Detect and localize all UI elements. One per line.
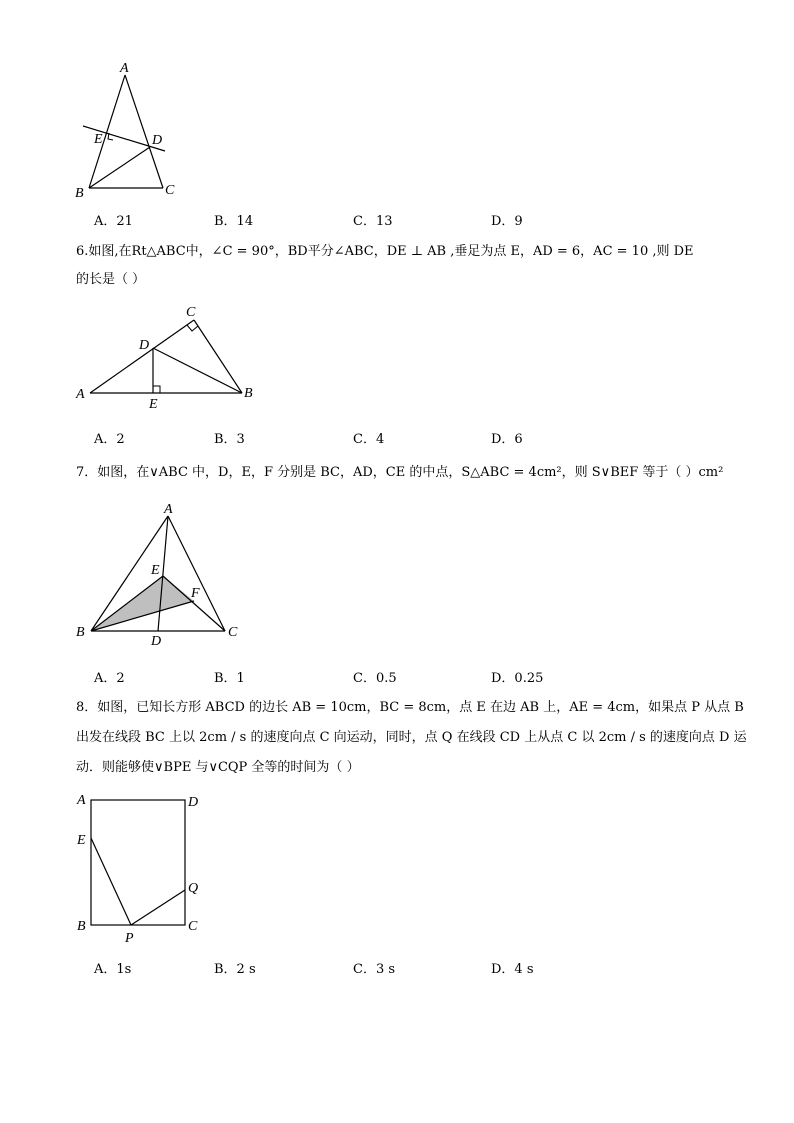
q8-stem-line3: 动．则能够使∨BPE 与∨CQP 全等的时间为（ ） [76,760,360,775]
q5-option-b[interactable]: B．14 [214,214,254,229]
q7-option-a[interactable]: A．2 [94,671,125,686]
q5-option-c[interactable]: C．13 [353,214,393,229]
q6-side-ac [90,320,194,393]
q8-segment-ep [91,838,131,925]
q6-right-angle-c [187,325,198,331]
q5-segment-bd [89,147,150,188]
q6-option-a[interactable]: A．2 [94,432,125,447]
q7-option-d[interactable]: D．0.25 [491,671,544,686]
q6-figure [70,298,270,416]
q6-label-d: D [139,338,150,353]
q8-label-p: P [125,931,134,946]
q5-label-d: D [152,133,163,148]
q8-option-a[interactable]: A．1s [94,962,132,977]
q7-label-e: E [151,563,160,578]
q8-rectangle-abcd [91,800,185,925]
q7-option-c[interactable]: C．0.5 [353,671,397,686]
q8-option-c[interactable]: C．3 s [353,962,396,977]
q8-figure [70,790,220,948]
q5-label-a: A [120,61,129,76]
q5-figure [70,55,190,200]
q6-stem-line1: 6.如图,在Rt△ABC中，∠C = 90°，BD平分∠ABC，DE ⊥ AB ,垂足为点 E，AD = 6，AC = 10 ,则 DE [76,244,694,259]
q5-option-a[interactable]: A．21 [94,214,133,229]
q7-label-c: C [228,625,238,640]
q6-right-angle-e [153,386,160,393]
q8-segment-pq [131,890,185,925]
q8-stem-line2: 出发在线段 BC 上以 2cm / s 的速度向点 C 向运动，同时，点 Q 在线段 CD 上从点 C 以 2cm / s 的速度向点 D 运 [76,730,747,745]
q6-label-c: C [186,305,196,320]
q6-label-a: A [76,387,85,402]
q5-label-c: C [165,183,175,198]
q5-option-d[interactable]: D．9 [491,214,523,229]
q7-label-a: A [164,502,173,517]
q6-option-b[interactable]: B．3 [214,432,245,447]
q7-shaded-triangle-bef [91,576,194,631]
q5-label-b: B [75,186,84,200]
q7-figure [70,498,255,648]
q7-label-f: F [191,586,200,601]
q6-label-b: B [244,386,253,401]
q7-stem-line1: 7．如图，在∨ABC 中，D，E，F 分别是 BC，AD，CE 的中点，S△ABC = 4cm²，则 S∨BEF 等于（ ）cm² [76,465,724,480]
q8-label-a: A [77,793,86,808]
q8-label-b: B [77,919,86,934]
q6-option-d[interactable]: D．6 [491,432,523,447]
q7-side-ac [168,516,225,631]
q8-option-d[interactable]: D．4 s [491,962,534,977]
q8-label-q: Q [188,881,199,896]
q8-label-c: C [188,919,198,934]
q5-label-e: E [94,132,103,147]
q6-side-cb [194,320,242,393]
q7-label-d: D [151,634,162,648]
q5-side-ac [125,75,163,188]
q8-option-b[interactable]: B．2 s [214,962,256,977]
q8-label-d: D [188,795,199,810]
q7-label-b: B [76,625,85,640]
q6-stem-line2: 的长是（ ） [76,272,146,287]
q8-label-e: E [77,833,86,848]
q6-label-e: E [149,397,158,412]
q7-option-b[interactable]: B．1 [214,671,245,686]
q8-stem-line1: 8．如图，已知长方形 ABCD 的边长 AB = 10cm，BC = 8cm，点 E 在边 AB 上，AE = 4cm，如果点 P 从点 B [76,700,744,715]
q6-option-c[interactable]: C．4 [353,432,385,447]
q6-segment-bd [153,348,242,393]
